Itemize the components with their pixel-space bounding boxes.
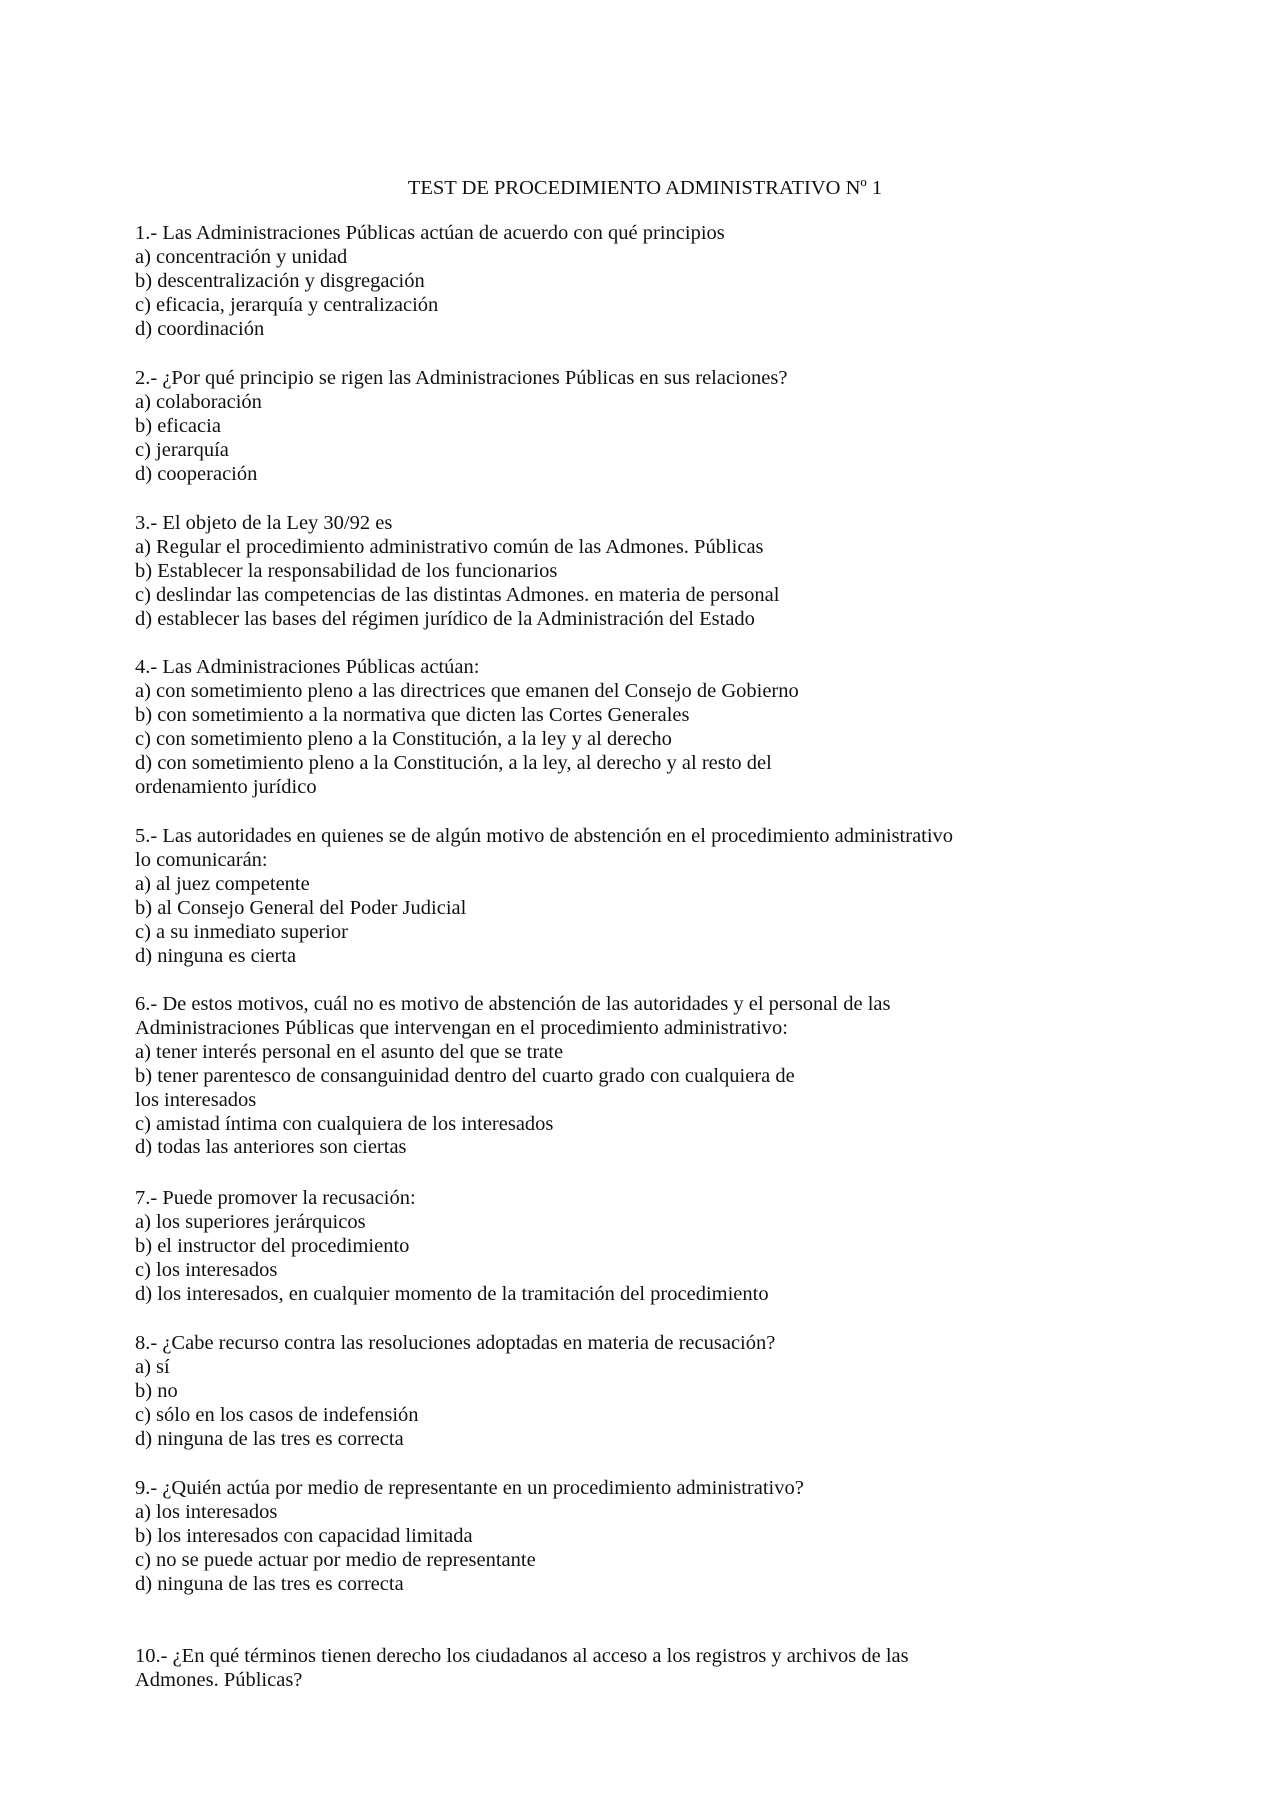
answer-option: c) jerarquía [135,438,229,461]
answer-option: a) sí [135,1355,170,1378]
answer-option: c) con sometimiento pleno a la Constitución, a la ley y al derecho [135,727,672,750]
answer-option: b) con sometimiento a la normativa que dicten las Cortes Generales [135,703,690,726]
question-9 [135,1477,1035,1597]
answer-option: b) el instructor del procedimiento [135,1234,410,1257]
answer-option: d) con sometimiento pleno a la Constitución, a la ley, al derecho y al resto del [135,751,772,774]
answer-option: a) los interesados [135,1500,278,1523]
question-6 [135,993,1035,1160]
question-text: 6.- De estos motivos, cuál no es motivo de abstención de las autoridades y el personal de las [135,993,891,1015]
answer-option: a) con sometimiento pleno a las directrices que emanen del Consejo de Gobierno [135,679,799,702]
answer-option: c) amistad íntima con cualquiera de los interesados [135,1112,554,1135]
answer-option: c) a su inmediato superior [135,920,348,943]
question-text: 5.- Las autoridades en quienes se de algún motivo de abstención en el procedimiento administrativo [135,825,954,847]
answer-option: d) los interesados, en cualquier momento de la tramitación del procedimiento [135,1282,769,1305]
answer-option: c) no se puede actuar por medio de representante [135,1548,536,1571]
answer-option: b) al Consejo General del Poder Judicial [135,896,467,919]
answer-option: a) Regular el procedimiento administrativo común de las Admones. Públicas [135,535,764,558]
answer-option: a) concentración y unidad [135,245,348,268]
question-text: 3.- El objeto de la Ley 30/92 es [135,512,393,534]
question-8 [135,1332,1035,1452]
question-3 [135,512,1035,632]
answer-option: a) tener interés personal en el asunto del que se trate [135,1040,564,1063]
question-text: 10.- ¿En qué términos tienen derecho los ciudadanos al acceso a los registros y archivos de las [135,1645,909,1667]
answer-option-continuation: los interesados [135,1088,257,1111]
answer-option: b) descentralización y disgregación [135,269,425,292]
question-4 [135,656,1035,799]
question-1 [135,222,1035,342]
question-text: 9.- ¿Quién actúa por medio de representante en un procedimiento administrativo? [135,1477,804,1499]
answer-option: d) ninguna de las tres es correcta [135,1572,404,1595]
answer-option: d) coordinación [135,317,265,340]
question-text-continuation: Admones. Públicas? [135,1668,303,1691]
question-text: 8.- ¿Cabe recurso contra las resoluciones adoptadas en materia de recusación? [135,1332,776,1354]
question-text-continuation: Administraciones Públicas que intervengan en el procedimiento administrativo: [135,1016,788,1039]
answer-option: c) los interesados [135,1258,278,1281]
answer-option: d) ninguna es cierta [135,944,297,967]
answer-option: c) sólo en los casos de indefensión [135,1403,419,1426]
answer-option: d) cooperación [135,462,258,485]
answer-option: a) los superiores jerárquicos [135,1210,366,1233]
question-10 [135,1645,1035,1693]
question-text-continuation: lo comunicarán: [135,848,268,871]
answer-option: b) los interesados con capacidad limitada [135,1524,473,1547]
answer-option: b) eficacia [135,414,221,437]
question-text: 1.- Las Administraciones Públicas actúan de acuerdo con qué principios [135,222,725,244]
answer-option: d) establecer las bases del régimen jurídico de la Administración del Estado [135,607,755,630]
answer-option: b) tener parentesco de consanguinidad dentro del cuarto grado con cualquiera de [135,1064,795,1087]
answer-option-continuation: ordenamiento jurídico [135,775,317,798]
question-text: 4.- Las Administraciones Públicas actúan: [135,656,480,678]
question-text: 7.- Puede promover la recusación: [135,1187,416,1209]
answer-option: a) colaboración [135,390,262,413]
answer-option: d) todas las anteriores son ciertas [135,1136,407,1159]
question-7 [135,1187,1035,1307]
question-5 [135,825,1035,968]
answer-option: b) Establecer la responsabilidad de los funcionarios [135,559,558,582]
answer-option: c) eficacia, jerarquía y centralización [135,293,439,316]
question-2 [135,367,1035,487]
answer-option: c) deslindar las competencias de las distintas Admones. en materia de personal [135,583,780,606]
document-title: TEST DE PROCEDIMIENTO ADMINISTRATIVO Nº 1 [407,177,883,199]
answer-option: b) no [135,1379,178,1402]
question-text: 2.- ¿Por qué principio se rigen las Administraciones Públicas en sus relaciones? [135,367,788,389]
answer-option: d) ninguna de las tres es correcta [135,1427,404,1450]
answer-option: a) al juez competente [135,872,310,895]
